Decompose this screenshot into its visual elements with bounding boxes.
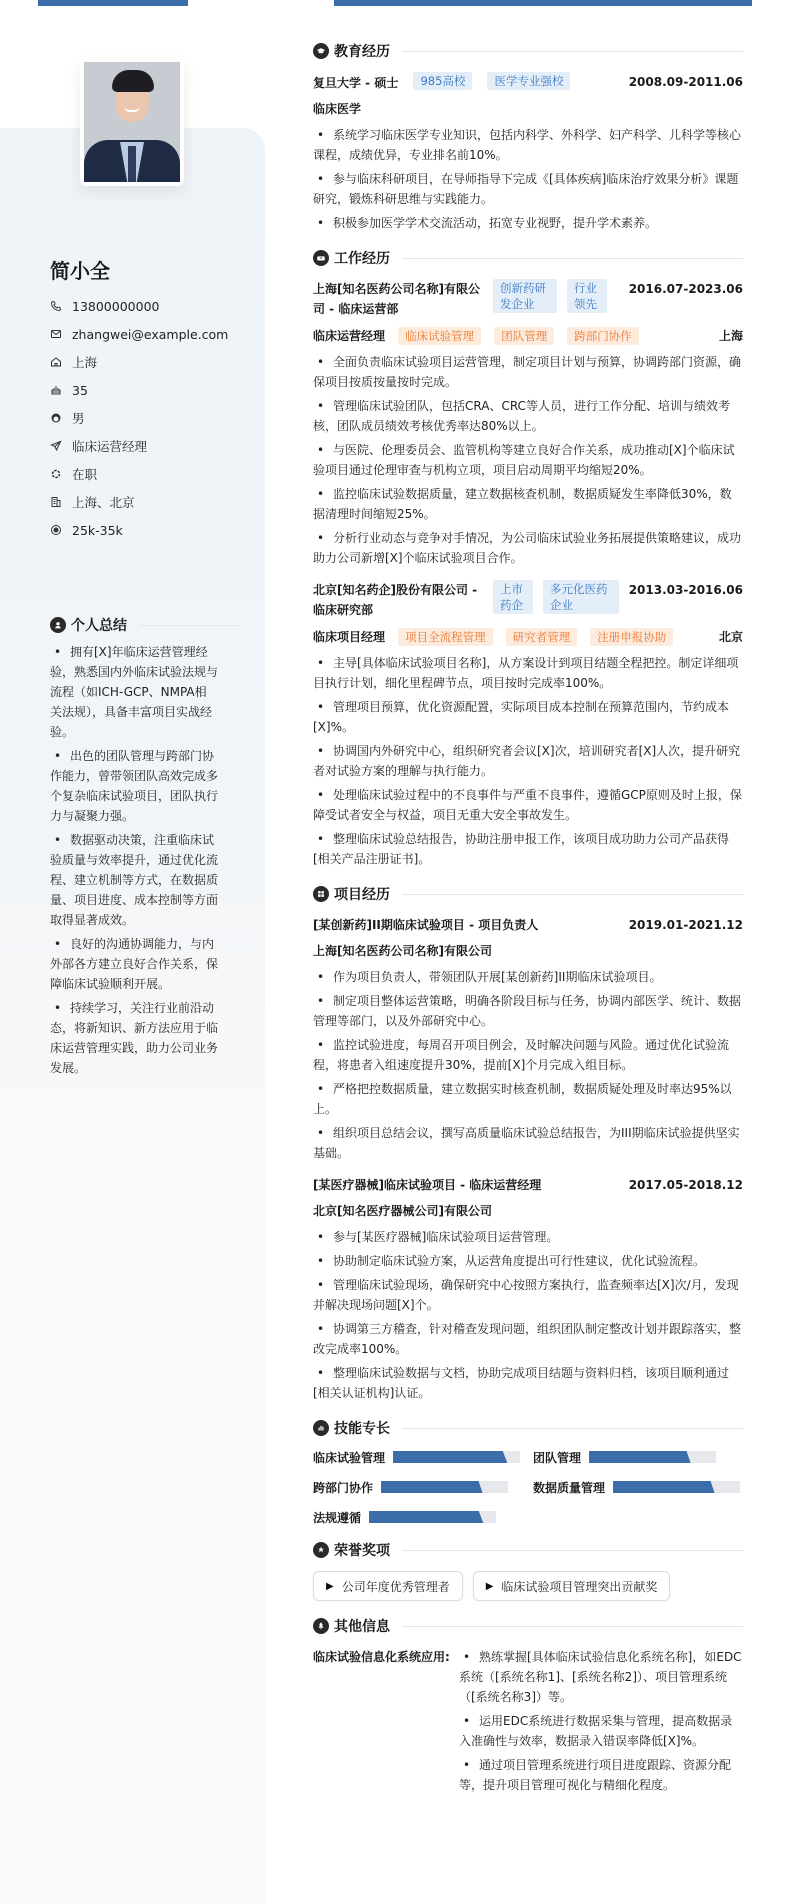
skill-bar — [381, 1481, 508, 1493]
skill-bar-fill — [381, 1481, 483, 1493]
skill-bar-fill — [589, 1451, 691, 1463]
skill-tag: 团队管理 — [494, 327, 554, 345]
education-date: 2008.09-2011.06 — [628, 75, 743, 89]
major: 临床医学 — [313, 102, 362, 116]
skill-bar-fill — [613, 1481, 715, 1493]
work-bullet: • 处理临床试验过程中的不良事件与严重不良事件，遵循GCP原则及时上报，保障受试者安全与权益，项目无重大安全事故发生。 — [313, 785, 743, 825]
skill-label: 跨部门协作 — [313, 1480, 374, 1495]
skills-grid — [313, 1449, 743, 1525]
position-value: 临床运营经理 — [72, 439, 148, 454]
work-section — [313, 247, 743, 869]
skill-label: 法规遵循 — [313, 1510, 362, 1525]
send-icon — [50, 440, 62, 452]
work-bullet: • 管理临床试验团队，包括CRA、CRC等人员，进行工作分配、培训与绩效考核，团队成员绩效考核优秀率达80%以上。 — [313, 396, 743, 436]
honors-title: 荣誉奖项 — [334, 1543, 390, 1559]
work-entry — [313, 580, 743, 869]
honors-section — [313, 1539, 743, 1601]
other-header — [313, 1615, 743, 1637]
skill-bar-fill — [369, 1511, 483, 1523]
work-title: 工作经历 — [334, 251, 390, 267]
company-tag: 多元化医药企业 — [543, 580, 619, 614]
skill-tag: 项目全流程管理 — [398, 628, 493, 646]
award-label: 临床试验项目管理突出贡献奖 — [501, 1579, 658, 1594]
work-location: 北京 — [718, 629, 743, 644]
contact-phone — [50, 292, 228, 320]
summary-item: • 持续学习，关注行业前沿动态，将新知识、新方法应用于临床运营管理实践，助力公司业务发展。 — [50, 998, 218, 1078]
summary-item: • 数据驱动决策，注重临床试验质量与效率提升，通过优化流程、建立机制等方式，在数据质量、项目进度、成本控制等方面取得显著成效。 — [50, 830, 218, 930]
project-bullet: • 严格把控数据质量，建立数据实时核查机制，数据质疑处理及时率达95%以上。 — [313, 1079, 743, 1119]
briefcase-icon — [313, 250, 329, 266]
other-bullet: • 熟练掌握[具体临床试验信息化系统名称]，如EDC系统（[系统名称1]、[系统名称2]）、项目管理系统（[系统名称3]）等。 — [459, 1647, 743, 1707]
skill-bar-fill — [393, 1451, 507, 1463]
project-org: 北京[知名医疗器械公司]有限公司 — [313, 1204, 492, 1218]
work-bullet: • 整理临床试验总结报告，协助注册申报工作，该项目成功助力公司产品获得[相关产品注册证书]。 — [313, 829, 743, 869]
other-bullet: • 通过项目管理系统进行项目进度跟踪、资源分配等，提升项目管理可视化与精细化程度。 — [459, 1755, 743, 1795]
age-value: 35 — [72, 382, 88, 398]
work-bullet: • 管理项目预算，优化资源配置，实际项目成本控制在预算范围内，节约成本[X]%。 — [313, 697, 743, 737]
projects-title: 项目经历 — [334, 887, 390, 903]
summary-item: • 拥有[X]年临床运营管理经验，熟悉国内外临床试验法规与流程（如ICH-GCP、NMPA相关法规），具备丰富项目实战经验。 — [50, 642, 218, 742]
divider — [402, 51, 743, 52]
job-role: 临床运营经理 — [313, 329, 386, 343]
school-tag: 985高校 — [413, 72, 472, 90]
phone-value: 13800000000 — [72, 298, 160, 314]
project-entry — [313, 1175, 743, 1403]
work-date: 2016.07-2023.06 — [628, 282, 743, 296]
gender-icon — [50, 412, 62, 424]
work-bullet: • 与医院、伦理委员会、监管机构等建立良好合作关系，成功推动[X]个临床试验项目通过伦理审查与机构立项，项目启动周期平均缩短20%。 — [313, 440, 743, 480]
education-section — [313, 40, 743, 233]
work-entry — [313, 279, 743, 568]
status-value: 在职 — [72, 467, 98, 482]
education-bullet: • 积极参加医学学术交流活动，拓宽专业视野，提升学术素养。 — [313, 213, 743, 233]
skill-item — [533, 1449, 743, 1465]
education-bullet: • 参与临床科研项目，在导师指导下完成《[具体疾病]临床治疗效果分析》课题研究，锻炼科研思维与实践能力。 — [313, 169, 743, 209]
top-accent-bar-right — [334, 0, 752, 6]
other-info-label: 临床试验信息化系统应用: — [313, 1650, 450, 1664]
other-title: 其他信息 — [334, 1619, 390, 1635]
contact-email — [50, 320, 228, 348]
building-icon — [50, 496, 62, 508]
target-city-value: 上海、北京 — [72, 495, 135, 510]
project-name: [某创新药]II期临床试验项目 - 项目负责人 — [313, 918, 539, 932]
education-entry — [313, 72, 743, 233]
work-bullet: • 主导[具体临床试验项目名称]，从方案设计到项目结题全程把控。制定详细项目执行计划，细化里程碑节点，项目按时完成率100%。 — [313, 653, 743, 693]
summary-section-header — [50, 615, 240, 635]
work-bullet: • 全面负责临床试验项目运营管理，制定项目计划与预算，协调跨部门资源，确保项目按质按量按时完成。 — [313, 352, 743, 392]
divider — [402, 894, 743, 895]
work-bullet: • 分析行业动态与竞争对手情况，为公司临床试验业务拓展提供策略建议，成功助力公司新增[X]个临床试验项目合作。 — [313, 528, 743, 568]
skill-item — [313, 1479, 533, 1495]
summary-item: • 良好的沟通协调能力，与内外部各方建立良好合作关系，保障临床试验顺利开展。 — [50, 934, 218, 994]
divider — [139, 625, 240, 626]
job-role: 临床项目经理 — [313, 630, 386, 644]
city-value: 上海 — [72, 355, 98, 370]
work-header — [313, 247, 743, 269]
skill-tag: 跨部门协作 — [567, 327, 639, 345]
project-bullet: • 整理临床试验数据与文档，协助完成项目结题与资料归档，该项目顺利通过[相关认证机构]认证。 — [313, 1363, 743, 1403]
project-bullet: • 参与[某医疗器械]临床试验项目运营管理。 — [313, 1227, 743, 1247]
divider — [402, 1428, 743, 1429]
contact-status — [50, 460, 228, 488]
skills-title: 技能专长 — [334, 1421, 390, 1437]
project-entry — [313, 915, 743, 1163]
education-bullet: • 系统学习临床医学专业知识，包括内科学、外科学、妇产科学、儿科学等核心课程，成绩优异，专业排名前10%。 — [313, 125, 743, 165]
project-bullet: • 制定项目整体运营策略，明确各阶段目标与任务，协调内部医学、统计、数据管理等部门，以及外部研究中心。 — [313, 991, 743, 1031]
home-icon — [50, 356, 62, 368]
honors-header — [313, 1539, 743, 1561]
awards-list — [313, 1571, 743, 1601]
work-location: 上海 — [718, 328, 743, 343]
project-name: [某医疗器械]临床试验项目 - 临床运营经理 — [313, 1178, 542, 1192]
email-value: zhangwei@example.com — [72, 326, 229, 342]
company-tag: 创新药研发企业 — [493, 279, 557, 313]
contact-gender — [50, 404, 228, 432]
school-name: 复旦大学 - 硕士 — [313, 76, 399, 90]
bar-chart-icon — [313, 1420, 329, 1436]
divider — [402, 1626, 743, 1627]
project-bullet: • 组织项目总结会议，撰写高质量临床试验总结报告，为III期临床试验提供坚实基础。 — [313, 1123, 743, 1163]
skill-bar — [369, 1511, 496, 1523]
divider — [402, 258, 743, 259]
project-bullet: • 作为项目负责人，带领团队开展[某创新药]II期临床试验项目。 — [313, 967, 743, 987]
work-bullet: • 监控临床试验数据质量，建立数据核查机制，数据质疑发生率降低30%，数据清理时间缩短25%。 — [313, 484, 743, 524]
company-tag: 上市药企 — [493, 580, 533, 614]
project-date: 2019.01-2021.12 — [628, 918, 743, 932]
projects-section — [313, 883, 743, 1403]
profile-photo — [84, 62, 180, 182]
education-header — [313, 40, 743, 62]
grid-icon — [313, 886, 329, 902]
skill-label: 数据质量管理 — [533, 1480, 606, 1495]
skill-item — [533, 1479, 743, 1495]
company-name: 北京[知名药企]股份有限公司 - 临床研究部 — [313, 583, 478, 617]
project-bullet: • 监控试验进度，每周召开项目例会，及时解决问题与风险。通过优化试验流程，将患者入组速度提升30%，提前[X]个月完成入组目标。 — [313, 1035, 743, 1075]
salary-icon — [50, 524, 62, 536]
main-content — [313, 40, 743, 1813]
skill-item — [313, 1449, 533, 1465]
skill-bar — [393, 1451, 520, 1463]
contact-city — [50, 348, 228, 376]
salary-value: 25k-35k — [72, 522, 123, 538]
project-bullet: • 协调第三方稽查，针对稽查发现问题，组织团队制定整改计划并跟踪落实，整改完成率100%。 — [313, 1319, 743, 1359]
project-bullet: • 管理临床试验现场，确保研究中心按照方案执行，监查频率达[X]次/月，发现并解决现场问题[X]个。 — [313, 1275, 743, 1315]
skill-label: 团队管理 — [533, 1450, 582, 1465]
skill-bar — [613, 1481, 740, 1493]
mail-icon — [50, 328, 62, 340]
skill-tag: 临床试验管理 — [398, 327, 481, 345]
skill-bar — [589, 1451, 716, 1463]
contact-age — [50, 376, 228, 404]
other-section — [313, 1615, 743, 1799]
contact-position — [50, 432, 228, 460]
summary-list — [50, 642, 218, 1082]
project-date: 2017.05-2018.12 — [628, 1178, 743, 1192]
work-bullet: • 协调国内外研究中心，组织研究者会议[X]次，培训研究者[X]人次，提升研究者对试验方案的理解与执行能力。 — [313, 741, 743, 781]
company-tag: 行业领先 — [567, 279, 607, 313]
play-triangle-icon: ▶ — [326, 1580, 334, 1592]
school-tag: 医学专业强校 — [487, 72, 570, 90]
education-title: 教育经历 — [334, 44, 390, 60]
company-name: 上海[知名医药公司名称]有限公司 - 临床运营部 — [313, 282, 480, 316]
work-date: 2013.03-2016.06 — [628, 583, 743, 597]
candidate-name: 简小全 — [50, 259, 110, 283]
skill-label: 临床试验管理 — [313, 1450, 386, 1465]
summary-title: 个人总结 — [71, 618, 127, 634]
user-icon — [50, 617, 66, 633]
contact-target-city — [50, 488, 228, 516]
project-org: 上海[知名医药公司名称]有限公司 — [313, 944, 492, 958]
status-icon — [50, 468, 62, 480]
tree-icon — [313, 1618, 329, 1634]
skill-tag: 研究者管理 — [506, 628, 578, 646]
play-triangle-icon: ▶ — [485, 1580, 494, 1592]
top-accent-bar-left — [38, 0, 188, 6]
phone-icon — [50, 300, 62, 312]
divider — [402, 1550, 743, 1551]
avatar — [80, 58, 184, 186]
other-info-row — [313, 1647, 743, 1799]
cake-icon — [50, 384, 62, 396]
skill-item — [313, 1509, 533, 1525]
gender-value: 男 — [72, 411, 85, 426]
skills-header — [313, 1417, 743, 1439]
contact-list — [50, 292, 228, 544]
trophy-icon — [313, 1542, 329, 1558]
projects-header — [313, 883, 743, 905]
summary-item: • 出色的团队管理与跨部门协作能力，曾带领团队高效完成多个复杂临床试验项目，团队执行力与凝聚力强。 — [50, 746, 218, 826]
graduation-cap-icon — [313, 43, 329, 59]
award-badge — [313, 1571, 463, 1601]
project-bullet: • 协助制定临床试验方案，从运营角度提出可行性建议，优化试验流程。 — [313, 1251, 743, 1271]
contact-salary — [50, 516, 228, 544]
skill-tag: 注册申报协助 — [590, 628, 673, 646]
other-bullet: • 运用EDC系统进行数据采集与管理，提高数据录入准确性与效率，数据录入错误率降低[X]%。 — [459, 1711, 743, 1751]
award-badge — [473, 1571, 671, 1601]
award-label: 公司年度优秀管理者 — [341, 1579, 450, 1594]
skills-section — [313, 1417, 743, 1525]
